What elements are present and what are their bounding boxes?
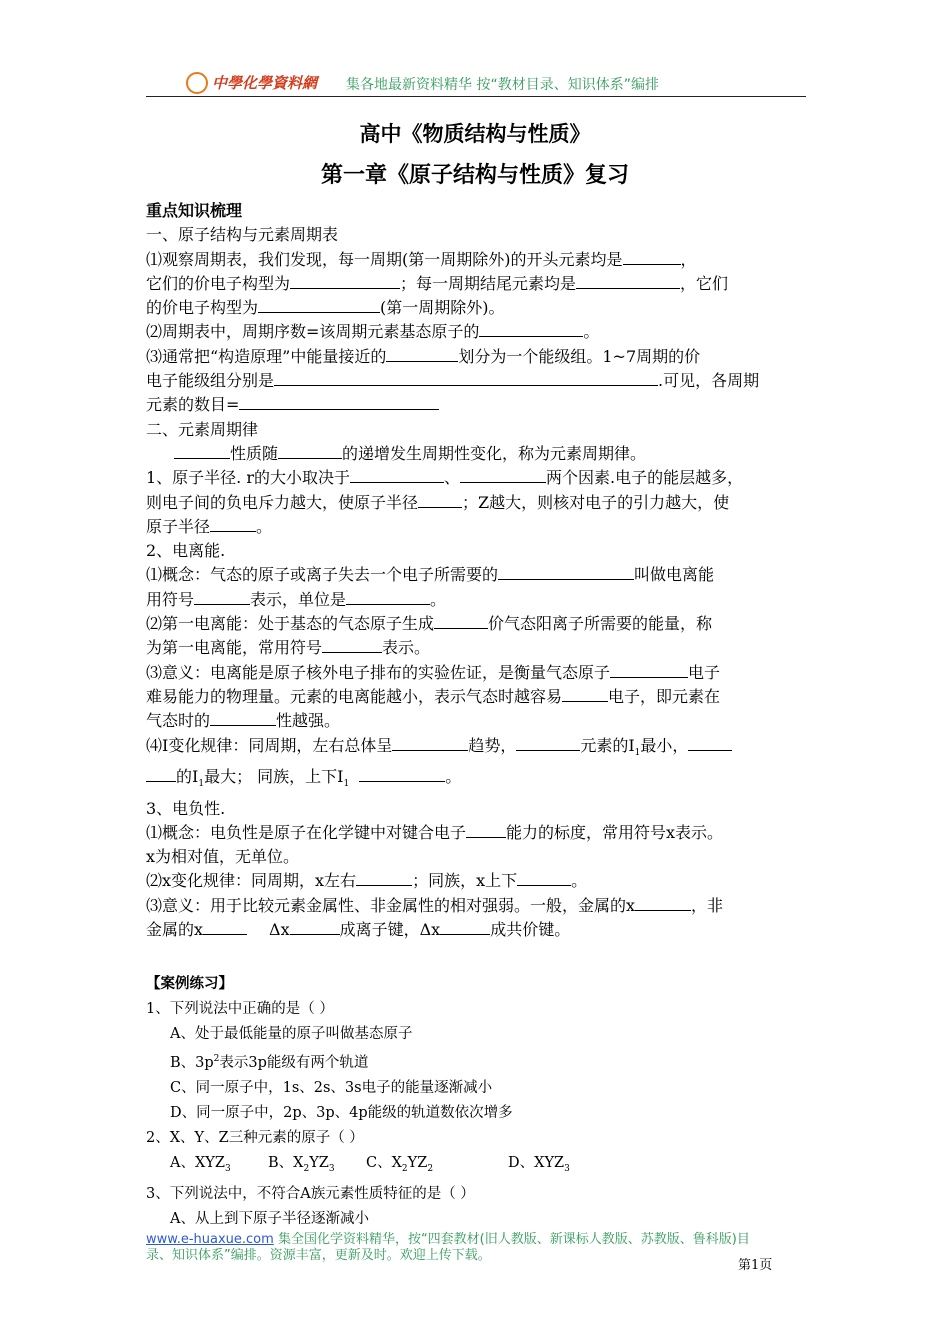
blank (392, 734, 468, 751)
en-concept-line-2: x为相对值，无单位。 (146, 847, 300, 867)
q1-option-b: B、$3p^2$表示3p能级有两个轨道 (170, 1054, 369, 1071)
blank (239, 393, 439, 410)
en-meaning-line-1: ⑶意义：用于比较元素金属性、非金属性的相对强弱。一般，金属的x ，非 (146, 895, 724, 915)
ie-rule-line-1: ⑷I变化规律：同周期，左右总体呈 趋势， 元素的$I_1$最小， (146, 734, 816, 765)
radius-line-1: 1、原子半径. r的大小取决于 、 两个因素.电子的能层越多， (146, 468, 744, 488)
ie-meaning-line-3: 气态时的 性越强。 (146, 711, 341, 731)
blank (359, 765, 445, 782)
blank (623, 248, 681, 265)
q2-option-a: A、$XYZ_3$ (170, 1154, 231, 1174)
q1-option-a: A、处于最低能量的原子叫做基态原子 (170, 1026, 413, 1042)
blank (322, 636, 382, 653)
blank (350, 466, 444, 483)
blank (479, 320, 583, 337)
blank (498, 563, 634, 580)
electronegativity-title: 3、电负性. (146, 798, 226, 818)
part1-title: 一、原子结构与元素周期表 (146, 225, 339, 245)
logo-text: 中學化學資料網 (212, 74, 318, 92)
question-3: 3、下列说法中，不符合A族元素性质特征的是（ ） (146, 1185, 475, 1202)
blank (562, 685, 608, 702)
q2-options (146, 1151, 816, 1182)
blank (290, 272, 400, 289)
main-title: 高中《物质结构与性质》 (359, 121, 591, 146)
ie-first-line-1: ⑵第一电离能：处于基态的气态原子生成 价气态阳离子所需要的能量，称 (146, 614, 713, 634)
en-concept-line-1: ⑴概念：电负性是原子在化学键中对键合电子 能力的标度，常用符号x表示。 (146, 822, 724, 842)
question-1: 1、下列说法中正确的是（ ） (146, 1001, 334, 1017)
ie-concept-line-2: 用符号 表示，单位是 。 (146, 589, 447, 609)
section-heading: 重点知识梳理 (146, 201, 243, 220)
blank (146, 765, 176, 782)
q2-option-b: B、$X_2YZ_3$ (268, 1154, 335, 1174)
q2-option-c: C、$X_2YZ_2$ (366, 1154, 434, 1174)
blank (174, 442, 230, 459)
item-3-line-1: ⑶通常把“构造原理”中能量接近的 划分为一个能级组。1~7周期的价 (146, 346, 701, 366)
knowledge-summary (146, 199, 816, 942)
exercise-heading: 【案例练习】 (146, 976, 233, 992)
item-2: ⑵周期表中，周期序数=该周期元素基态原子的 。 (146, 322, 600, 342)
blank (516, 734, 580, 751)
blank (418, 491, 462, 508)
page-footer (146, 1232, 806, 1264)
blank (610, 661, 688, 678)
blank (278, 442, 342, 459)
blank (258, 296, 380, 313)
blank (576, 272, 680, 289)
page-number: 第1页 (738, 1258, 773, 1273)
part2-title: 二、元素周期律 (146, 419, 259, 439)
blank (466, 821, 506, 838)
periodic-law: 性质随 的递增发生周期性变化，称为元素周期律。 (146, 442, 816, 466)
blank (346, 588, 430, 605)
header-slogan: 集各地最新资料精华 按“教材目录、知识体系”编排 (346, 77, 659, 93)
q1-option-d: D、同一原子中，2p、3p、4p能级的轨道数依次增多 (170, 1104, 513, 1121)
ionization-title: 2、电离能. (146, 541, 226, 561)
ie-concept-line-1: ⑴概念：气态的原子或离子失去一个电子所需要的 叫做电离能 (146, 565, 715, 585)
chapter-title: 第一章《原子结构与性质》复习 (320, 162, 629, 188)
blank (386, 345, 458, 362)
exercise-section (146, 972, 816, 1232)
q2-option-d: D、$XYZ_3$ (508, 1154, 570, 1174)
site-link[interactable]: www.e-huaxue.com (146, 1232, 274, 1247)
blank (688, 734, 732, 751)
ie-first-line-2: 为第一电离能，常用符号 表示。 (146, 638, 431, 658)
page-header (146, 70, 806, 97)
item-1-line-1: ⑴观察周期表，我们发现，每一周期(第一周期除外)的开头元素均是 ， (146, 249, 697, 269)
question-2: 2、X、Y、Z三种元素的原子（ ） (146, 1129, 364, 1146)
blank (194, 588, 250, 605)
item-3-line-2: 电子能级组分别是 .可见，各周期 (146, 371, 760, 391)
footer-line-2: 录、知识体系”编排。资源丰富，更新及时。欢迎上传下载。 (146, 1248, 491, 1263)
en-meaning-line-2: 金属的x Δx 成离子键，Δx 成共价键。 (146, 919, 571, 939)
radius-line-3: 原子半径 。 (146, 516, 273, 536)
ie-meaning-line-1: ⑶意义：电离能是原子核外电子排布的实验佐证，是衡量气态原子 电子 (146, 662, 721, 682)
footer-line-1: www.e-huaxue.com 集全国化学资料精华，按“四套教材(旧人教版、新课标人教版、苏教版、鲁科版)目 (146, 1232, 750, 1247)
blank (356, 869, 412, 886)
blank (517, 869, 571, 886)
blank (635, 894, 691, 911)
logo-icon (186, 72, 208, 94)
blank (274, 369, 658, 386)
item-1-line-2: 它们的价电子构型为 ；每一周期结尾元素均是 ，它们 (146, 273, 729, 293)
item-1-line-3: 的价电子构型为 (第一周期除外)。 (146, 298, 505, 318)
ie-rule-line-2: 的$I_1$最大； 同族，上下$I_1$ 。 (146, 765, 816, 796)
blank (210, 709, 276, 726)
blank (203, 918, 247, 935)
q1-option-c: C、同一原子中，1s、2s、3s电子的能量逐渐减小 (170, 1079, 493, 1096)
q3-option-a: A、从上到下原子半径逐渐减小 (170, 1210, 369, 1227)
radius-line-2: 则电子间的负电斥力越大，使原子半径 ；Z越大，则核对电子的引力越大，使 (146, 492, 730, 512)
ie-meaning-line-2: 难易能力的物理量。元素的电离能越小，表示气态时越容易 电子，即元素在 (146, 686, 721, 706)
blank (210, 515, 256, 532)
blank (440, 918, 490, 935)
blank (434, 612, 488, 629)
blank (460, 466, 546, 483)
item-3-line-3: 元素的数目= (146, 393, 816, 417)
blank (290, 918, 340, 935)
en-rule: ⑵x变化规律：同周期，x左右 ；同族，x上下 。 (146, 871, 588, 891)
